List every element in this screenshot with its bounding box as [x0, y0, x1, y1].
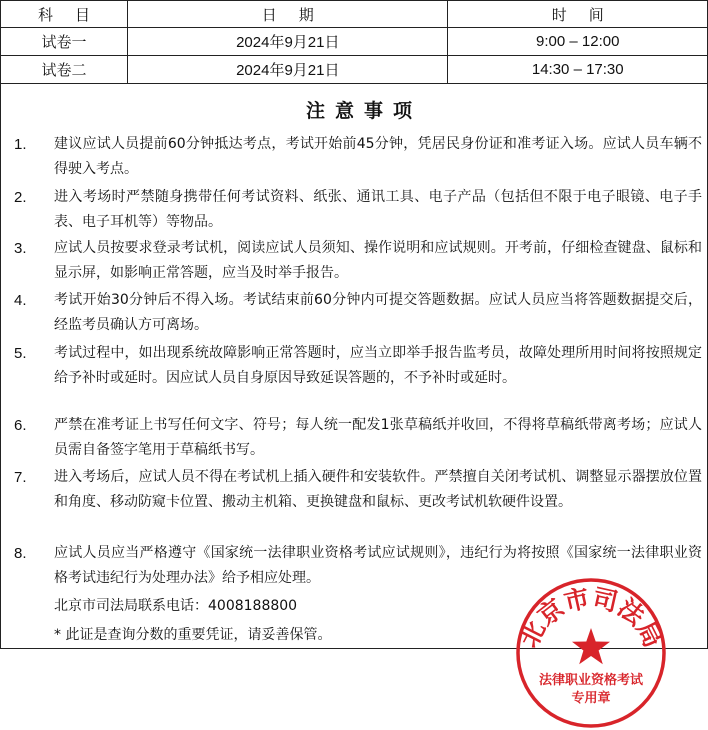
table-row	[1, 56, 708, 84]
row2-subject: 试卷二	[1, 56, 128, 84]
seal-star-icon	[572, 628, 610, 664]
item-text: 考试开始30分钟后不得入场。考试结束前60分钟内可提交答题数据。应试人员应当将答题数据提交后，经监考员确认方可离场。	[54, 292, 702, 333]
item-text: 严禁在准考证上书写任何文字、符号；每人统一配发1张草稿纸并收回，不得将草稿纸带离考场；应试人员需自备签字笔用于草稿纸书写。	[54, 417, 702, 458]
footnote: * 此证是查询分数的重要凭证，请妥善保管。	[54, 627, 332, 643]
item-text: 考试过程中，如出现系统故障影响正常答题时，应当立即举手报告监考员，故障处理所用时间将按照规定给予补时或延时。因应试人员自身原因导致延误答题的，不予补时或延时。	[54, 345, 702, 386]
item-number: 6.	[14, 417, 27, 434]
item-text: 进入考场时严禁随身携带任何考试资料、纸张、通讯工具、电子产品（包括但不限于电子眼镜、电子手表、电子耳机等）等物品。	[54, 189, 702, 230]
row1-time: 9:00 – 12:00	[448, 28, 708, 56]
header-date: 日期	[128, 1, 448, 28]
item-number: 4.	[14, 292, 27, 309]
item-text: 应试人员应当严格遵守《国家统一法律职业资格考试应试规则》，违纪行为将按照《国家统一法律职业资格考试违纪行为处理办法》给予相应处理。	[54, 545, 702, 586]
item-text: 建议应试人员提前60分钟抵达考点，考试开始前45分钟，凭居民身份证和准考证入场。应试人员车辆不得驶入考点。	[54, 136, 702, 177]
item-number: 1.	[14, 136, 27, 153]
exam-schedule-table	[0, 0, 708, 84]
seal-line2: 专用章	[571, 691, 611, 706]
row2-time: 14:30 – 17:30	[448, 56, 708, 84]
item-text: 进入考场后，应试人员不得在考试机上插入硬件和安装软件。严禁擅自关闭考试机、调整显示器摆放位置和角度、移动防窥卡位置、搬动主机箱、更换键盘和鼠标、更改考试机软硬件设置。	[54, 469, 702, 510]
seal-arc-text: 北京市司法局	[514, 583, 668, 653]
item-text: 应试人员按要求登录考试机，阅读应试人员须知、操作说明和应试规则。开考前，仔细检查键盘、鼠标和显示屏，如影响正常答题，应当及时举手报告。	[54, 240, 702, 281]
table-header-row	[1, 1, 708, 28]
item-number: 3.	[14, 240, 27, 257]
row1-subject: 试卷一	[1, 28, 128, 56]
contact-phone: 北京市司法局联系电话：4008188800	[54, 598, 298, 614]
official-seal-stamp	[514, 576, 668, 730]
row2-date: 2024年9月21日	[128, 56, 448, 84]
item-number: 5.	[14, 345, 27, 362]
header-subject: 科目	[1, 1, 128, 28]
item-number: 7.	[14, 469, 27, 486]
seal-line1: 法律职业资格考试	[538, 673, 644, 688]
item-number: 8.	[14, 545, 27, 562]
notice-title: 注意事项	[305, 100, 422, 122]
header-time: 时间	[448, 1, 708, 28]
table-row	[1, 28, 708, 56]
row1-date: 2024年9月21日	[128, 28, 448, 56]
item-number: 2.	[14, 189, 27, 206]
